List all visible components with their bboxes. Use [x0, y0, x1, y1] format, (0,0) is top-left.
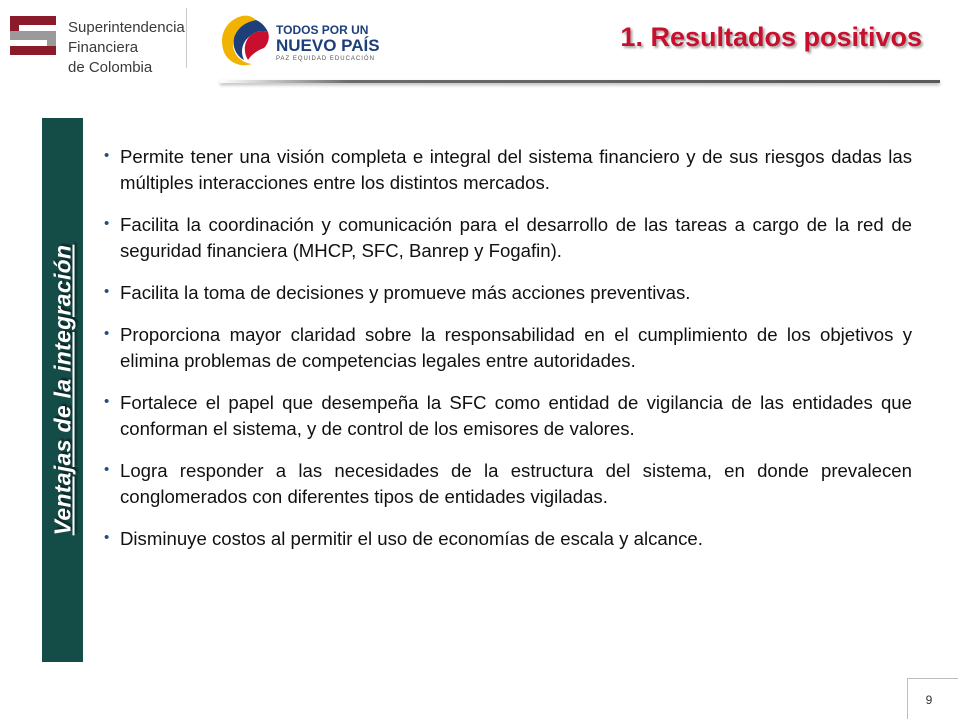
bullet-icon: •: [104, 215, 110, 232]
gov-logo-line2: NUEVO PAÍS: [276, 36, 380, 55]
bullet-item: [104, 144, 912, 196]
bullet-text: Facilita la toma de decisiones y promueve más acciones preventivas.: [120, 282, 691, 303]
bullet-list: [104, 144, 912, 568]
page-number: 9: [925, 693, 933, 707]
logo-divider: [186, 8, 187, 68]
bullet-item: [104, 526, 912, 552]
side-banner: [42, 118, 83, 662]
bullet-icon: •: [104, 461, 110, 478]
bullet-icon: •: [104, 283, 110, 300]
gov-logo-line1: TODOS POR UN: [276, 23, 369, 37]
bullet-icon: •: [104, 393, 110, 410]
sfc-emblem-icon: [6, 12, 64, 68]
page-title: 1. Resultados positivos: [620, 22, 922, 52]
header-divider: [220, 80, 940, 83]
bullet-text: Facilita la coordinación y comunicación para el desarrollo de las tareas a cargo de la red de seguridad financiera (MHCP, SFC, Banrep y Fogafin).: [120, 214, 912, 261]
government-logo: [212, 10, 382, 72]
bullet-text: Permite tener una visión completa e integral del sistema financiero y de sus riesgos dadas las múltiples interacciones entre los distintos mercados.: [120, 146, 912, 193]
bullet-icon: •: [104, 529, 110, 546]
bullet-item: [104, 322, 912, 374]
sfc-logo-line2: Financiera: [68, 39, 139, 56]
bullet-item: [104, 212, 912, 264]
bullet-text: Disminuye costos al permitir el uso de economías de escala y alcance.: [120, 528, 703, 549]
bullet-item: [104, 280, 912, 306]
bullet-icon: •: [104, 147, 110, 164]
colombia-swirl-icon: [212, 10, 274, 72]
side-banner-label: Ventajas de la integración: [49, 244, 75, 536]
gov-logo-line3: PAZ EQUIDAD EDUCACIÓN: [276, 56, 375, 62]
bullet-item: [104, 390, 912, 442]
bullet-item: [104, 458, 912, 510]
bullet-text: Proporciona mayor claridad sobre la responsabilidad en el cumplimiento de los objetivos y elimina problemas de competencias legales entre autoridades.: [120, 324, 912, 371]
bullet-text: Logra responder a las necesidades de la estructura del sistema, en donde prevalecen conglomerados con diferentes tipos de entidades vigiladas.: [120, 460, 912, 507]
sfc-logo: [6, 12, 186, 76]
bullet-text: Fortalece el papel que desempeña la SFC como entidad de vigilancia de las entidades que conforman el sistema, y de control de los emisores de valores.: [120, 392, 912, 439]
sfc-logo-line1: Superintendencia: [68, 19, 185, 36]
sfc-logo-line3: de Colombia: [68, 59, 153, 76]
bullet-icon: •: [104, 325, 110, 342]
page-number-box: [907, 678, 958, 719]
